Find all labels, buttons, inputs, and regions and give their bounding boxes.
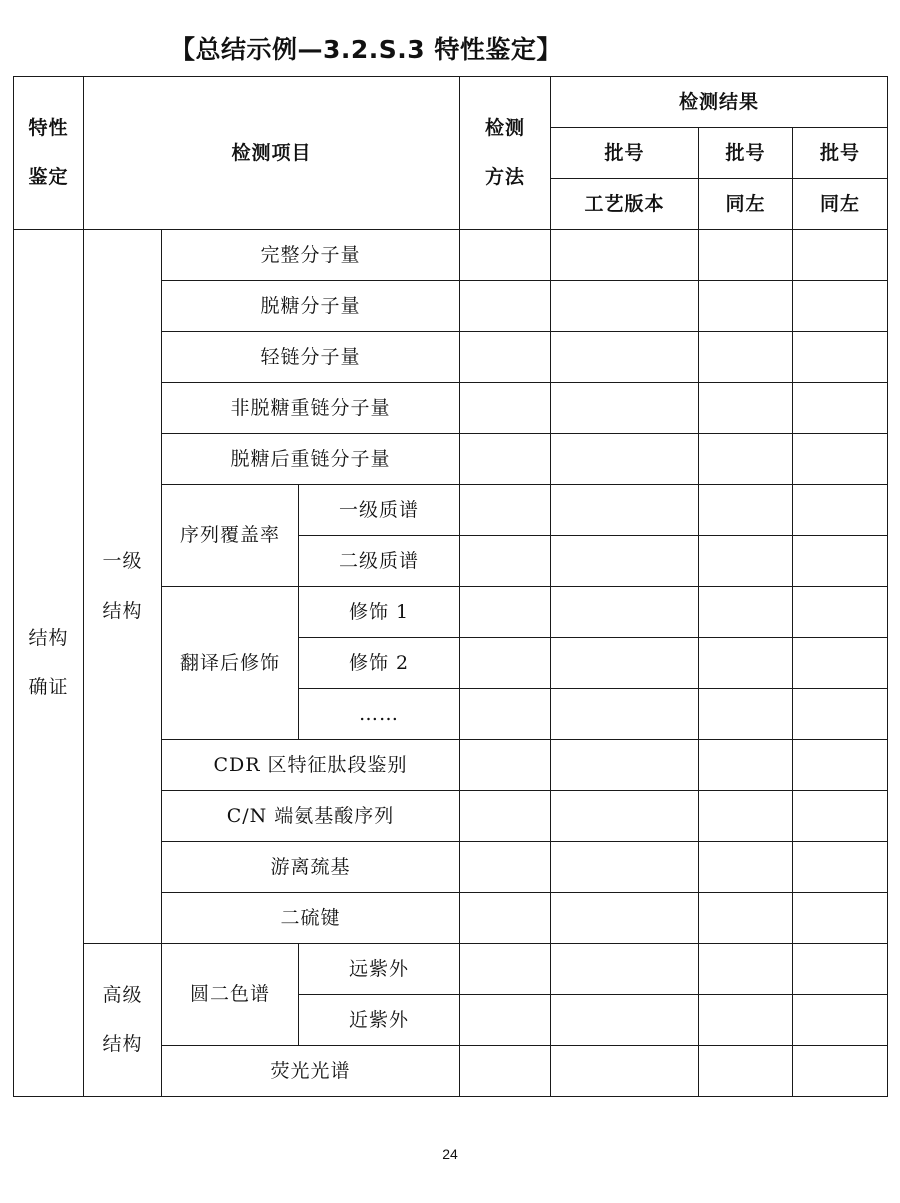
- group-primary-structure-line2: 结构: [102, 599, 143, 622]
- group-structure-confirmation: [14, 230, 84, 1097]
- group-primary-structure: [84, 230, 162, 944]
- method-cell: [460, 587, 551, 638]
- result-cell: [551, 383, 699, 434]
- method-cell: [460, 383, 551, 434]
- method-cell: [460, 638, 551, 689]
- group-structure-confirmation-line2: 确证: [28, 676, 69, 698]
- result-cell: [699, 536, 793, 587]
- result-cell: [699, 944, 793, 995]
- result-cell: [699, 638, 793, 689]
- result-cell: [551, 995, 699, 1046]
- result-cell: [551, 944, 699, 995]
- result-cell: [793, 230, 888, 281]
- header-batch-3: 批号: [793, 128, 888, 179]
- result-cell: [551, 740, 699, 791]
- result-cell: [793, 587, 888, 638]
- result-cell: [699, 893, 793, 944]
- item-free-sulfhydryl: 游离巯基: [162, 842, 460, 893]
- result-cell: [793, 995, 888, 1046]
- result-cell: [551, 638, 699, 689]
- characterization-table: [13, 76, 888, 1097]
- result-cell: [699, 740, 793, 791]
- method-cell: [460, 842, 551, 893]
- item-intact-mw: 完整分子量: [162, 230, 460, 281]
- method-cell: [460, 944, 551, 995]
- result-cell: [699, 587, 793, 638]
- item-cdr-peptide: CDR 区特征肽段鉴别: [162, 740, 460, 791]
- result-cell: [551, 332, 699, 383]
- result-cell: [793, 434, 888, 485]
- group-higher-structure-line2: 结构: [102, 1033, 143, 1055]
- item-mod2: 修饰 2: [299, 638, 460, 689]
- method-cell: [460, 995, 551, 1046]
- result-cell: [793, 740, 888, 791]
- item-cn-terminal: C/N 端氨基酸序列: [162, 791, 460, 842]
- item-mod-more: ……: [299, 689, 460, 740]
- group-higher-structure: [84, 944, 162, 1097]
- table-row: [14, 944, 888, 995]
- method-cell: [460, 791, 551, 842]
- result-cell: [793, 689, 888, 740]
- header-item: 检测项目: [84, 77, 460, 230]
- result-cell: [793, 1046, 888, 1097]
- header-method: [460, 77, 551, 230]
- method-cell: [460, 1046, 551, 1097]
- result-cell: [551, 893, 699, 944]
- header-batch-2: 批号: [699, 128, 793, 179]
- method-cell: [460, 740, 551, 791]
- group-ptm: 翻译后修饰: [162, 587, 299, 740]
- item-ms2: 二级质谱: [299, 536, 460, 587]
- group-primary-structure-line1: 一级: [102, 550, 143, 573]
- result-cell: [551, 485, 699, 536]
- result-cell: [551, 536, 699, 587]
- result-cell: [699, 434, 793, 485]
- header-version-2: 同左: [699, 179, 793, 230]
- result-cell: [551, 842, 699, 893]
- result-cell: [793, 332, 888, 383]
- item-ms1: 一级质谱: [299, 485, 460, 536]
- result-cell: [699, 485, 793, 536]
- result-cell: [699, 383, 793, 434]
- group-structure-confirmation-line1: 结构: [28, 626, 69, 649]
- header-category-line2: 鉴定: [28, 166, 69, 188]
- method-cell: [460, 485, 551, 536]
- method-cell: [460, 536, 551, 587]
- item-non-deglyco-heavy-mw: 非脱糖重链分子量: [162, 383, 460, 434]
- header-results: 检测结果: [551, 77, 888, 128]
- method-cell: [460, 230, 551, 281]
- result-cell: [551, 434, 699, 485]
- result-cell: [699, 230, 793, 281]
- result-cell: [551, 791, 699, 842]
- item-fluorescence: 荧光光谱: [162, 1046, 460, 1097]
- header-method-line1: 检测: [485, 116, 526, 139]
- result-cell: [793, 281, 888, 332]
- result-cell: [793, 842, 888, 893]
- result-cell: [793, 791, 888, 842]
- group-higher-structure-line1: 高级: [102, 983, 143, 1006]
- group-cd-spectrum: 圆二色谱: [162, 944, 299, 1046]
- result-cell: [793, 536, 888, 587]
- method-cell: [460, 332, 551, 383]
- result-cell: [699, 842, 793, 893]
- result-cell: [793, 485, 888, 536]
- table-row: [14, 230, 888, 281]
- page-number: 24: [442, 1146, 458, 1162]
- header-category: [14, 77, 84, 230]
- result-cell: [793, 893, 888, 944]
- item-deglyco-heavy-mw: 脱糖后重链分子量: [162, 434, 460, 485]
- group-sequence-coverage: 序列覆盖率: [162, 485, 299, 587]
- result-cell: [699, 791, 793, 842]
- header-version-3: 同左: [793, 179, 888, 230]
- item-far-uv: 远紫外: [299, 944, 460, 995]
- item-light-chain-mw: 轻链分子量: [162, 332, 460, 383]
- page-title: 【总结示例—3.2.S.3 特性鉴定】: [170, 35, 562, 64]
- item-near-uv: 近紫外: [299, 995, 460, 1046]
- method-cell: [460, 281, 551, 332]
- result-cell: [793, 944, 888, 995]
- method-cell: [460, 434, 551, 485]
- result-cell: [793, 638, 888, 689]
- result-cell: [699, 332, 793, 383]
- result-cell: [699, 995, 793, 1046]
- item-disulfide: 二硫键: [162, 893, 460, 944]
- result-cell: [793, 383, 888, 434]
- header-category-line1: 特性: [28, 116, 69, 139]
- header-batch-1: 批号: [551, 128, 699, 179]
- result-cell: [551, 689, 699, 740]
- header-method-line2: 方法: [485, 166, 526, 188]
- result-cell: [699, 689, 793, 740]
- result-cell: [551, 281, 699, 332]
- result-cell: [699, 281, 793, 332]
- result-cell: [699, 1046, 793, 1097]
- result-cell: [551, 587, 699, 638]
- method-cell: [460, 893, 551, 944]
- item-mod1: 修饰 1: [299, 587, 460, 638]
- result-cell: [551, 1046, 699, 1097]
- header-version-1: 工艺版本: [551, 179, 699, 230]
- method-cell: [460, 689, 551, 740]
- item-deglycosylated-mw: 脱糖分子量: [162, 281, 460, 332]
- result-cell: [551, 230, 699, 281]
